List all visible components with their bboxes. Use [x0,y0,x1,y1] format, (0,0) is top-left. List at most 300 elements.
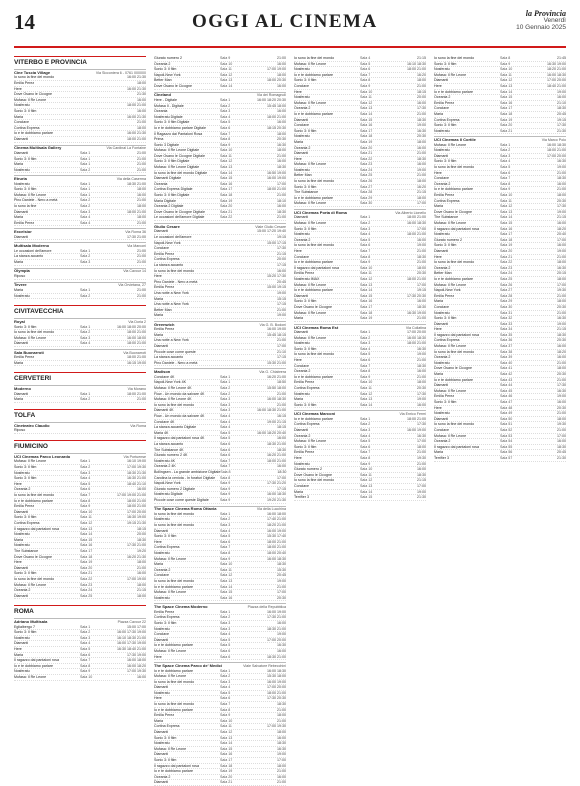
screen-label: Sala 6 [220,453,231,458]
showtimes: 18:00 [417,195,426,200]
showtimes: 16:00 18:30 [547,72,566,77]
film-title: Oceania 2 [294,145,311,150]
screen-label: Sala 5 [80,481,91,486]
film-title: Better Man [294,173,312,178]
screen-label: Sala 11 [500,198,512,203]
cinema-name: UCI Cinemas Porta di Roma [294,209,347,215]
film-title: Nosferatu [434,148,450,153]
showtimes: 20:30 [557,338,566,343]
screen-label: Sala 8 [220,475,231,480]
page-header [14,6,566,48]
screen-label: Sala 8 [220,551,231,556]
film-title: Io e te dobbiamo parlare [14,131,53,136]
region-title: CERVETERI [14,375,52,383]
screen-label [80,87,102,92]
film-title: Here [14,481,22,486]
film-title: La stanza accanto [14,254,44,259]
showtimes: 21:00 [417,151,426,156]
film-title: Emilia Perez [14,80,35,85]
showtimes: 18:30 21:00 [127,181,146,186]
film-title: Diamanti [14,150,29,155]
showtimes: 16:30 19:00 [127,515,146,520]
film-row [14,221,146,227]
cinema-address: Via della Lucchina [256,507,286,512]
film-title: Sonic 3: Il film [14,324,37,329]
film-title: Sonic 3: Il film Digitale [154,159,190,164]
film-title: Oceania 2 [154,567,171,572]
showtimes: 21:00 [277,584,286,589]
film-row [154,498,286,504]
screen-label: Sala 3 [80,335,91,340]
screen-label: Sala 2 [360,221,371,226]
showtimes: 16:00 [417,100,426,105]
film-title: Mufasa: Il Re Leone 4K [154,397,192,402]
film-title: Nosferatu [294,167,310,172]
screen-label [80,274,102,279]
listing-column [294,52,426,774]
showtimes: 16:20 21:30 [127,554,146,559]
showtimes: 20:00 [137,532,146,537]
showtimes: 19:00 [417,489,426,494]
screen-label: Sala 10 [360,265,373,270]
screen-label [220,235,242,240]
film-title: Better Man [434,271,452,276]
showtimes: 18:30 [557,106,566,111]
film-title: Diamanti [154,752,169,757]
screen-label: Sala 3 [80,209,91,214]
cinema-block [14,242,146,265]
showtimes: 21:00 [137,287,146,292]
film-title: Carolina la ceniota - In forafuri Digitale [154,475,216,480]
showtimes: 18:00 [137,80,146,85]
screen-label: Sala 14 [360,402,373,407]
screen-label: Sala 3 [220,620,231,625]
screen-label: Sala 40 [500,360,513,365]
screen-label: Sala 3 [220,109,231,114]
screen-label: Sala 7 [220,545,231,550]
showtimes: 16:00 21:30 [127,114,146,119]
showtimes: 21:00 [417,358,426,363]
screen-label: Sala 11 [220,67,232,72]
film-title: Diamanti [14,565,29,570]
brand-logo: la Provincia [525,9,566,18]
film-title: Sonic 3: Il film [294,128,317,133]
screen-label: Sala 3 [80,259,91,264]
film-title: Nosferatu [154,551,170,556]
film-title: Io e te dobbiamo parlare [294,111,333,116]
showtimes: 15:00 19:15 [267,285,286,290]
cinema-block [294,209,426,322]
screen-label: Sala 5 [500,165,511,170]
showtimes: 16:30 19:00 [407,310,426,315]
film-title: Sonic 3: Il film [14,156,37,161]
showtimes: 17:00 [277,181,286,186]
film-title: Nosferatu [14,532,30,537]
screen-label: Sala 22 [80,576,93,581]
page-number: 14 [14,10,35,34]
film-title: Cortina Express [154,724,180,729]
film-title: Maria [14,114,23,119]
showtimes: 17:00 [277,475,286,480]
screen-label: Sala 17 [220,758,233,763]
screen-label: Sala 14 [360,111,373,116]
film-title: Sonic 3: Il film [294,299,317,304]
screen-label: Sala 1 [220,668,231,673]
showtimes: 16:00 [137,571,146,576]
showtimes: 18:00 [137,187,146,192]
screen-label: Sala 13 [360,282,373,287]
showtimes: 16:30 [277,643,286,648]
film-title: Emilia Perez [434,100,455,105]
film-title: Io e te dobbiamo parlare [434,187,473,192]
cinema-address: Viale Salvatore Rebecchini [243,663,286,668]
screen-label: Sala 4 [80,215,91,220]
showtimes: 16:00 18:20 20:30 [257,97,286,102]
film-title: Io e te dobbiamo parlare [14,498,53,503]
film-title: Diamanti [294,330,309,335]
showtimes: 16:00 19:00 [267,609,286,614]
screen-label: Sala 12 [500,204,513,209]
screen-label: Sala 12 [220,159,233,164]
showtimes: 21:30 [557,128,566,133]
showtimes: 18:00 21:00 [127,103,146,108]
screen-label: Sala 36 [500,338,513,343]
screen-label: Sala 8 [360,369,371,374]
film-title: Giurato numero 2 [434,237,462,242]
cinema-block [154,92,286,221]
film-title: Io e te dobbiamo parlare [434,89,473,94]
film-title: Mufasa: Il Re Leone [294,310,327,315]
film-title: Maria [154,332,163,337]
cinema-address: Via Alberto Lionello [395,210,426,215]
showtimes: 21:00 [557,187,566,192]
cinema-block [154,662,286,786]
showtimes: 17:00 19:00 [127,576,146,581]
screen-label: Sala 8 [80,498,91,503]
screen-label: Sala 15 [360,293,373,298]
screen-label: Sala 10 [80,509,93,514]
showtimes: 18:00 20:30 [267,78,286,83]
screen-label: Sala 8 [500,181,511,186]
showtimes: 18:30 [417,254,426,259]
showtimes: 21:00 [417,83,426,88]
showtimes: 21:00 [137,397,146,402]
film-title: Nosferatu [154,741,170,746]
film-title: Io sono la fine del mondo [294,478,335,483]
screen-label: Sala 2 [220,674,231,679]
showtimes: 18:30 [277,209,286,214]
screen-label: Sala 6 [220,648,231,653]
showtimes: 19:00 [277,752,286,757]
showtimes: 21:00 [137,162,146,167]
screen-label: Sala 2 [220,386,231,391]
film-title: Maria [14,215,23,220]
cinema-block [14,318,146,347]
showtimes: 16:00 18:30 [267,556,286,561]
screen-label: Sala 18 [500,237,513,242]
film-title: Il ragazzo dai pantaloni rosa [434,226,479,231]
cinema-block [154,368,286,503]
showtimes: 21:15 [277,251,286,256]
screen-label: Sala 5 [220,690,231,695]
film-title: Diamanti [14,509,29,514]
film-title: Here [434,327,442,332]
screen-label: Sala 19 [360,316,373,321]
film-title: Nosferatu [14,103,30,108]
showtimes: 21:00 [137,293,146,298]
film-title: Diamanti [14,136,29,141]
screen-label: Sala 6 [500,170,511,175]
showtimes: 19:00 21:15 [267,419,286,424]
screen-label: Sala 12 [80,520,93,525]
cinema-block [14,349,146,367]
showtimes: 19:15 [417,288,426,293]
screen-label: Sala 12 [500,78,513,83]
showtimes: 17:15 [277,355,286,360]
film-title: Io e te dobbiamo parlare [434,377,473,382]
screen-label [80,103,102,108]
showtimes: 16:30 [417,433,426,438]
showtimes: 18:15 [137,526,146,531]
screen-label: Sala 17 [500,232,513,237]
film-title: La stanza accanto Digitale [154,425,197,430]
film-title: Nosferatu Digitale [154,114,183,119]
film-row [154,655,286,661]
film-title: Oceania 2 [434,439,451,444]
film-title: Mufasa: Il Re Leone [294,335,327,340]
region-title: FIUMICINO [14,443,48,451]
screen-label [220,344,242,349]
showtimes: 19:20 [137,548,146,553]
screen-label: Sala 20 [220,204,233,209]
region-section [14,56,146,299]
screen-label: Sala 21 [360,151,373,156]
showtimes: 17:30 21:20 [267,481,286,486]
showtimes: 18:30 [277,702,286,707]
film-title: Oceania 2 [434,265,451,270]
showtimes: 18:00 20:40 [267,551,286,556]
screen-label: Sala 9 [80,504,91,509]
showtimes: 16:00 18:20 [127,663,146,668]
screen-label [80,235,102,240]
showtimes: 21:00 [277,707,286,712]
film-title: Piccole cose come queste [154,349,196,354]
showtimes: 21:10 [557,100,566,105]
screen-label [220,229,242,234]
cinema-block [14,422,146,434]
showtimes: 17:30 21:00 [127,234,146,239]
screen-label: Sala 2 [500,148,511,153]
film-title: Diamanti Digitale [154,176,182,181]
film-row [14,594,146,600]
film-title: Io sono la fine del mondo [14,493,55,497]
screen-label: Sala 13 [500,83,513,88]
film-title: Io e te dobbiamo parlare Digitale [154,125,206,130]
cinema-block [154,506,286,602]
screen-label: Sala 16 [360,123,373,128]
showtimes: 21:00 [137,150,146,155]
showtimes: 17:30 [417,391,426,396]
screen-label: Sala 1 [80,248,91,253]
film-row [14,341,146,347]
film-title: Io e te dobbiamo parlare [294,374,333,379]
cinema-name: Multisala Moderno [14,243,50,249]
film-title: Emilia Perez [14,220,35,225]
showtimes: 16:00 [137,97,146,102]
showtimes: 15:00 17:00 [127,624,146,629]
screen-label: Sala 35 [500,332,513,337]
film-title: Oceania [154,109,168,114]
screen-label: Sala 17 [80,548,93,553]
film-row [14,235,146,241]
screen-label: Sala 9 [360,461,371,466]
showtimes: 17:00 [417,483,426,488]
film-title: Diamanti [154,685,169,690]
showtimes: 19:00 [557,248,566,253]
cinema-name: The Space Cinema Roma Ottavia [154,506,217,512]
showtimes: 18:30 [417,363,426,368]
film-title: Mufasa: Il Re Leone [154,590,187,595]
screen-label: Sala 49 [500,411,513,416]
cinema-address: Via dei Romagnoli [256,93,286,98]
showtimes: 18:00 21:00 [407,341,426,346]
cinema-name: Moderno [14,386,31,392]
showtimes: 18:40 21:10 [127,481,146,486]
cinema-address: Via Marco Polo [541,138,566,143]
showtimes: 16:00 [417,369,426,374]
cinema-block [154,223,286,319]
screen-label: Sala 9 [220,556,231,561]
cinema-name: Cineteatro Claudio [14,422,50,428]
showtimes: 21:00 [557,293,566,298]
screen-label: Sala 20 [80,565,93,570]
showtimes: 17:15 [277,486,286,491]
screen-label: Sala 25 [500,276,513,281]
header-rule [14,46,566,48]
film-title: La stanza accanto [154,441,184,446]
film-title: Nosferatu [154,626,170,631]
film-title: Dove Osano le Cicogne [294,304,332,309]
screen-label: Sala 13 [360,397,373,402]
film-title: Riposo [14,428,26,433]
screen-label: Sala 4 [360,56,371,60]
screen-label: Sala 18 [360,310,373,315]
film-title: Terrifier 3 [434,455,449,460]
screen-label [220,274,242,279]
showtimes: 18:15 20:30 [267,125,286,130]
region-title: ROMA [14,608,34,616]
cinema-address: Via G. B. Bodoni [259,322,286,327]
film-title: Sonic 3: Il film [14,187,37,192]
screen-label: Sala 15 [80,537,93,542]
film-title: Napoli-New York [154,72,181,77]
film-title: Mufasa: Il Re Leone [154,746,187,751]
showtimes: 16:30 [557,159,566,164]
film-title: Io e te dobbiamo parlare [294,260,333,265]
showtimes: 17:00 20:00 [127,509,146,514]
film-title: Nosferatu [294,67,310,72]
showtimes: 19:00 [417,167,426,172]
screen-label: Sala 24 [80,588,93,593]
screen-label: Sala 22 [360,156,373,161]
screen-label: Sala 6 [360,67,371,72]
screen-label: Sala 3 [360,427,371,432]
cinema-address: Via Roma 36 [125,230,146,235]
showtimes: 16:00 19:00 [267,679,286,684]
showtimes: 17:00 [557,433,566,438]
showtimes: 21:00 [277,718,286,723]
showtimes: 21:00 [417,374,426,379]
showtimes: 16:00 [557,355,566,360]
showtimes: 17:30 [557,204,566,209]
film-title: Oceania 2 [14,588,31,593]
screen-label [220,361,242,366]
cinema-block [14,175,146,226]
film-title: Conclave [434,427,449,432]
screen-label: Sala 19 [360,139,373,144]
screen-label: Sala 13 [80,526,93,531]
screen-label [80,109,102,114]
film-title: Il ragazzo dai pantaloni rosa [294,265,339,270]
cinema-name: UCI Cinemas Il Cortile [434,137,476,143]
film-title: Emilia Perez [294,450,315,455]
film-title: Here [154,274,162,279]
film-title: Diamanti 4K [154,408,174,413]
screen-label [220,269,242,274]
cinema-block [294,56,426,207]
showtimes: 16:00 19:00 [267,327,286,332]
screen-label: Sala 8 [220,137,231,142]
film-title: Sonic 3: Il film [14,571,37,576]
section-title: OGGI AL CINEMA [192,11,378,32]
showtimes: 18:00 21:00 [127,504,146,509]
film-row [294,316,426,322]
showtimes: 21:00 [137,167,146,172]
film-title: Io sono la fine del mondo [14,75,55,80]
region-title: CIVITAVECCHIA [14,308,64,316]
film-title: Oceania 2 [434,95,451,100]
screen-label: Sala 4 [360,433,371,438]
screen-label: Sala 1 [360,416,371,421]
film-row [154,596,286,602]
film-title: Io e te dobbiamo parlare [294,416,333,421]
screen-label [80,120,102,125]
screen-label: Sala 3 [220,402,231,407]
film-title: Io sono la fine del mondo [14,576,55,581]
screen-label: Sala 2 [220,391,231,396]
showtimes: 16:00 [137,675,146,680]
showtimes: 20:45 [277,279,286,284]
screen-label: Sala 6 [80,487,91,492]
screen-label: Sala 29 [360,195,373,200]
film-title: Io e te dobbiamo parlare [294,72,333,77]
film-title: Nosferatu [14,293,30,298]
showtimes: 16:00 [277,83,286,88]
film-title: Nosferatu [154,517,170,522]
film-row [294,201,426,207]
film-title: Here [154,654,162,659]
cinema-name: Cine Tuscia Village [14,69,51,75]
film-title: Nosferatu [294,461,310,466]
showtimes: 16:00 18:00 [267,511,286,516]
showtimes: 18:40 21:00 [547,83,566,88]
screen-label: Sala 6 [220,447,231,452]
region-title: VITERBO E PROVINCIA [14,59,87,66]
showtimes: 18:30 [277,447,286,452]
film-title: Napoli-New York [154,240,181,245]
film-title: Sonic 3: Il film [294,402,317,407]
film-title: Io sono la fine del mondo [154,679,195,684]
